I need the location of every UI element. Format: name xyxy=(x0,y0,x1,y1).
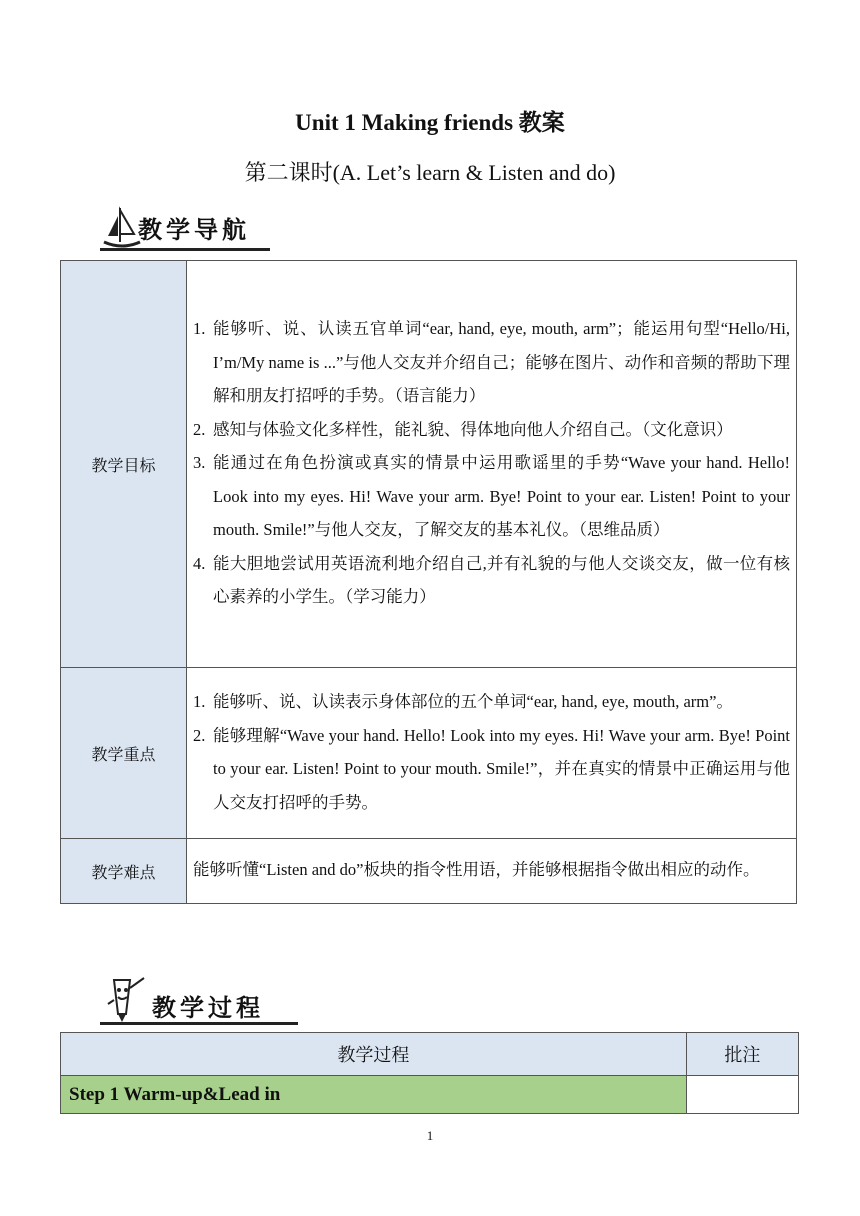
banner-underline xyxy=(100,248,270,251)
item-number: 2. xyxy=(193,725,206,745)
item-number: 4. xyxy=(193,553,206,573)
teaching-guide-table xyxy=(60,260,797,904)
teaching-process-table xyxy=(60,1032,799,1114)
objective-item xyxy=(193,413,790,447)
item-text: 能够听、说、认读表示身体部位的五个单词“ear, hand, eye, mouth, arm”。 xyxy=(213,692,733,711)
item-text: 能够理解“Wave your hand. Hello! Look into my eyes. Hi! Wave your arm. Bye! Point to your ear. Listen! Point to your mouth. Smile!”，并在真实的情景中正确运用与他人交友打招呼的手势。 xyxy=(213,725,790,812)
objective-item xyxy=(193,446,790,547)
teaching-process-banner xyxy=(100,974,298,1022)
item-number: 1. xyxy=(193,692,206,711)
step-1-notes xyxy=(686,1076,798,1114)
difficulties-content: 能够听懂“Listen and do”板块的指令性用语，并能够根据指令做出相应的动作。 xyxy=(187,839,797,904)
page-number: 1 xyxy=(426,1128,434,1143)
item-text: 能通过在角色扮演或真实的情景中运用歌谣里的手势“Wave your hand. Hello! Look into my eyes. Hi! Wave your arm. Bye! Point to your ear. Listen! Point to your mouth. Smile!”与他人交友，了解交友的基本礼仪。（思维品质） xyxy=(213,453,790,540)
step-row xyxy=(61,1076,799,1114)
objective-item xyxy=(193,547,790,614)
difficulties-label: 教学难点 xyxy=(61,839,187,904)
pencil-mascot-icon xyxy=(100,974,148,1026)
key-point-item xyxy=(193,719,790,820)
objectives-content xyxy=(187,261,797,668)
item-number: 1. xyxy=(193,319,206,339)
difficulties-row xyxy=(61,839,797,904)
teaching-guide-heading: 教学导航 xyxy=(138,216,250,244)
step-1-label: Step 1 Warm-up&Lead in xyxy=(61,1076,687,1114)
key-points-content xyxy=(187,668,797,839)
objectives-row xyxy=(61,261,797,668)
process-header: 教学过程 xyxy=(61,1033,687,1076)
document-title: Unit 1 Making friends 教案 xyxy=(295,110,565,135)
item-text: 感知与体验文化多样性，能礼貌、得体地向他人介绍自己。（文化意识） xyxy=(213,419,733,439)
lesson-subtitle: 第二课时(A. Let’s learn & Listen and do) xyxy=(244,160,616,185)
banner-underline xyxy=(100,1022,298,1025)
key-point-item xyxy=(193,685,790,719)
key-points-row xyxy=(61,668,797,839)
process-header-row xyxy=(61,1033,799,1076)
item-text: 能够听、说、认读五官单词“ear, hand, eye, mouth, arm”；能运用句型“Hello/Hi, I’m/My name is ...”与他人交友并介绍自己；能够在图片、动作和音频的帮助下理解和朋友打招呼的手势。（语言能力） xyxy=(213,319,790,406)
objective-item xyxy=(193,312,790,413)
teaching-guide-banner xyxy=(100,204,270,252)
objectives-label: 教学目标 xyxy=(61,261,187,668)
item-text: 能大胆地尝试用英语流利地介绍自己,并有礼貌的与他人交谈交友，做一位有核心素养的小学生。（学习能力） xyxy=(213,553,790,607)
item-number: 3. xyxy=(193,453,206,473)
notes-header: 批注 xyxy=(686,1033,798,1076)
key-points-label: 教学重点 xyxy=(61,668,187,839)
teaching-process-heading: 教学过程 xyxy=(152,994,264,1022)
item-number: 2. xyxy=(193,419,206,439)
